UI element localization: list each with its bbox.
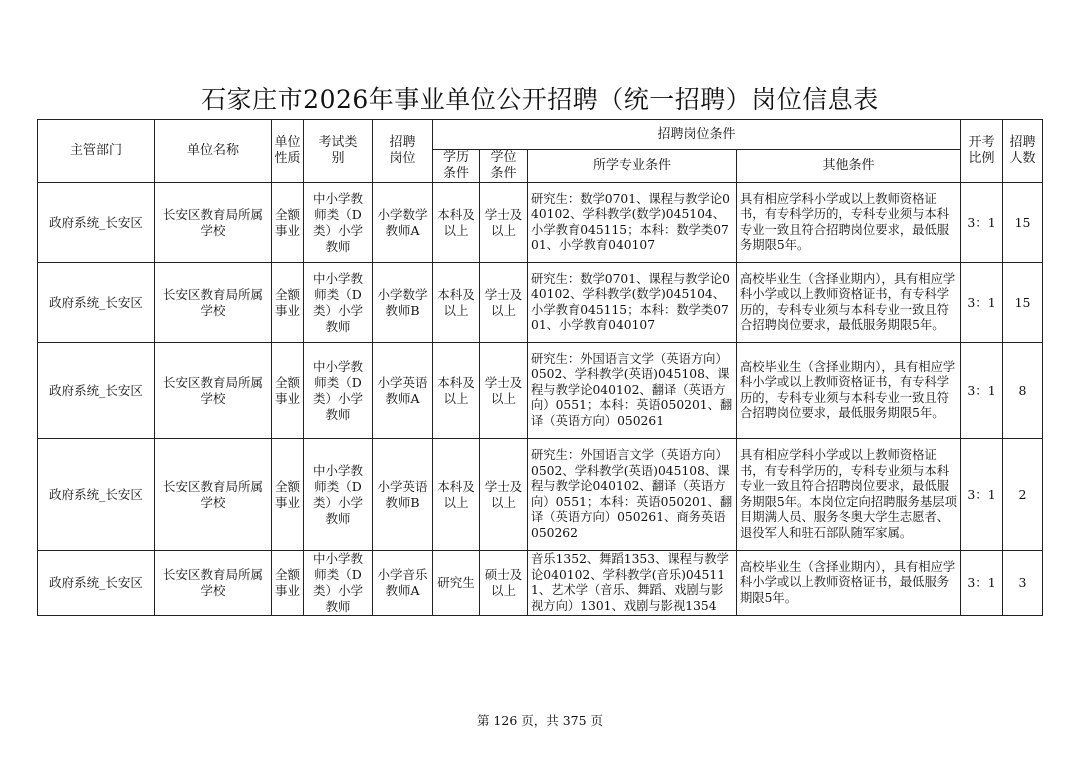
- cell-major: 音乐1352、舞蹈1353、课程与教学论040102、学科教学(音乐)045111、艺术学（音乐、舞蹈、戏剧与影视方向）1301、戏剧与影视1354: [528, 551, 737, 616]
- header-edu: 学历条件: [433, 150, 480, 183]
- page-footer: 第 126 页，共 375 页: [476, 713, 604, 728]
- header-other: 其他条件: [737, 150, 961, 183]
- cell-other: 高校毕业生（含择业期内），具有相应学科小学或以上教师资格证书，有专科学历的，专科专业须与本科专业一致且符合招聘岗位要求，最低服务期限5年。: [737, 343, 961, 439]
- cell-degree: 学士及以上: [480, 439, 528, 551]
- cell-nature: 全额事业: [272, 183, 304, 263]
- table-row: [38, 551, 1043, 616]
- cell-degree: 硕士及以上: [480, 551, 528, 616]
- cell-dept: 政府系统_长安区: [38, 551, 155, 616]
- header-count: 招聘人数: [1003, 120, 1043, 183]
- cell-edu: 本科及以上: [433, 263, 480, 343]
- cell-edu: 本科及以上: [433, 439, 480, 551]
- cell-unit: 长安区教育局所属学校: [155, 263, 272, 343]
- cell-nature: 全额事业: [272, 343, 304, 439]
- cell-other: 高校毕业生（含择业期内），具有相应学科小学或以上教师资格证书，有专科学历的，专科专业须与本科专业一致且符合招聘岗位要求，最低服务期限5年。: [737, 263, 961, 343]
- cell-count: 8: [1003, 343, 1043, 439]
- cell-unit: 长安区教育局所属学校: [155, 183, 272, 263]
- cell-edu: 本科及以上: [433, 343, 480, 439]
- cell-post: 小学英语教师B: [373, 439, 433, 551]
- cell-dept: 政府系统_长安区: [38, 343, 155, 439]
- cell-degree: 学士及以上: [480, 183, 528, 263]
- cell-other: 具有相应学科小学或以上教师资格证书，有专科学历的，专科专业须与本科专业一致且符合招聘岗位要求，最低服务期限5年。: [737, 183, 961, 263]
- cell-count: 3: [1003, 551, 1043, 616]
- cell-exam: 中小学教师类（D类）小学教师: [304, 343, 373, 439]
- cell-ratio: 3：1: [961, 551, 1003, 616]
- cell-degree: 学士及以上: [480, 263, 528, 343]
- cell-post: 小学数学教师A: [373, 183, 433, 263]
- cell-major: 研究生：数学0701、课程与教学论040102、学科教学(数学)045104、小学教育045115；本科：数学类0701、小学教育040107: [528, 263, 737, 343]
- cell-count: 2: [1003, 439, 1043, 551]
- cell-other: 具有相应学科小学或以上教师资格证书，有专科学历的，专科专业须与本科专业一致且符合招聘岗位要求，最低服务期限5年。本岗位定向招聘服务基层项目期满人员、服务冬奥大学生志愿者、退役军人和驻石部队随军家属。: [737, 439, 961, 551]
- cell-unit: 长安区教育局所属学校: [155, 343, 272, 439]
- cell-ratio: 3：1: [961, 183, 1003, 263]
- cell-post: 小学英语教师A: [373, 343, 433, 439]
- cell-count: 15: [1003, 263, 1043, 343]
- cell-unit: 长安区教育局所属学校: [155, 439, 272, 551]
- table-row: [38, 343, 1043, 439]
- cell-edu: 本科及以上: [433, 183, 480, 263]
- cell-nature: 全额事业: [272, 551, 304, 616]
- cell-ratio: 3：1: [961, 343, 1003, 439]
- cell-edu: 研究生: [433, 551, 480, 616]
- header-unit: 单位名称: [155, 120, 272, 183]
- cell-unit: 长安区教育局所属学校: [155, 551, 272, 616]
- header-conditions: 招聘岗位条件: [433, 120, 961, 150]
- cell-exam: 中小学教师类（D类）小学教师: [304, 183, 373, 263]
- cell-post: 小学音乐教师A: [373, 551, 433, 616]
- cell-nature: 全额事业: [272, 439, 304, 551]
- header-major: 所学专业条件: [528, 150, 737, 183]
- header-degree: 学位条件: [480, 150, 528, 183]
- cell-exam: 中小学教师类（D类）小学教师: [304, 439, 373, 551]
- page-title: 石家庄市2026年事业单位公开招聘（统一招聘）岗位信息表: [201, 85, 879, 114]
- cell-major: 研究生：外国语言文学（英语方向）0502、学科教学(英语)045108、课程与教学论040102、翻译（英语方向）0551；本科：英语050201、翻译（英语方向）050261、商务英语050262: [528, 439, 737, 551]
- table-row: [38, 439, 1043, 551]
- cell-dept: 政府系统_长安区: [38, 183, 155, 263]
- cell-degree: 学士及以上: [480, 343, 528, 439]
- table-row: [38, 183, 1043, 263]
- cell-exam: 中小学教师类（D类）小学教师: [304, 263, 373, 343]
- header-nature: 单位性质: [272, 120, 304, 183]
- cell-nature: 全额事业: [272, 263, 304, 343]
- header-ratio: 开考比例: [961, 120, 1003, 183]
- cell-major: 研究生：数学0701、课程与教学论040102、学科教学(数学)045104、小学教育045115；本科：数学类0701、小学教育040107: [528, 183, 737, 263]
- cell-post: 小学数学教师B: [373, 263, 433, 343]
- cell-other: 高校毕业生（含择业期内），具有相应学科小学或以上教师资格证书，最低服务期限5年。: [737, 551, 961, 616]
- cell-ratio: 3：1: [961, 439, 1003, 551]
- cell-ratio: 3：1: [961, 263, 1003, 343]
- recruitment-table: [37, 119, 1043, 616]
- cell-dept: 政府系统_长安区: [38, 439, 155, 551]
- cell-exam: 中小学教师类（D类）小学教师: [304, 551, 373, 616]
- cell-dept: 政府系统_长安区: [38, 263, 155, 343]
- cell-count: 15: [1003, 183, 1043, 263]
- header-dept: 主管部门: [38, 120, 155, 183]
- header-post: 招聘岗位: [373, 120, 433, 183]
- header-exam: 考试类别: [304, 120, 373, 183]
- table-row: [38, 263, 1043, 343]
- cell-major: 研究生：外国语言文学（英语方向）0502、学科教学(英语)045108、课程与教学论040102、翻译（英语方向）0551；本科：英语050201、翻译（英语方向）050261: [528, 343, 737, 439]
